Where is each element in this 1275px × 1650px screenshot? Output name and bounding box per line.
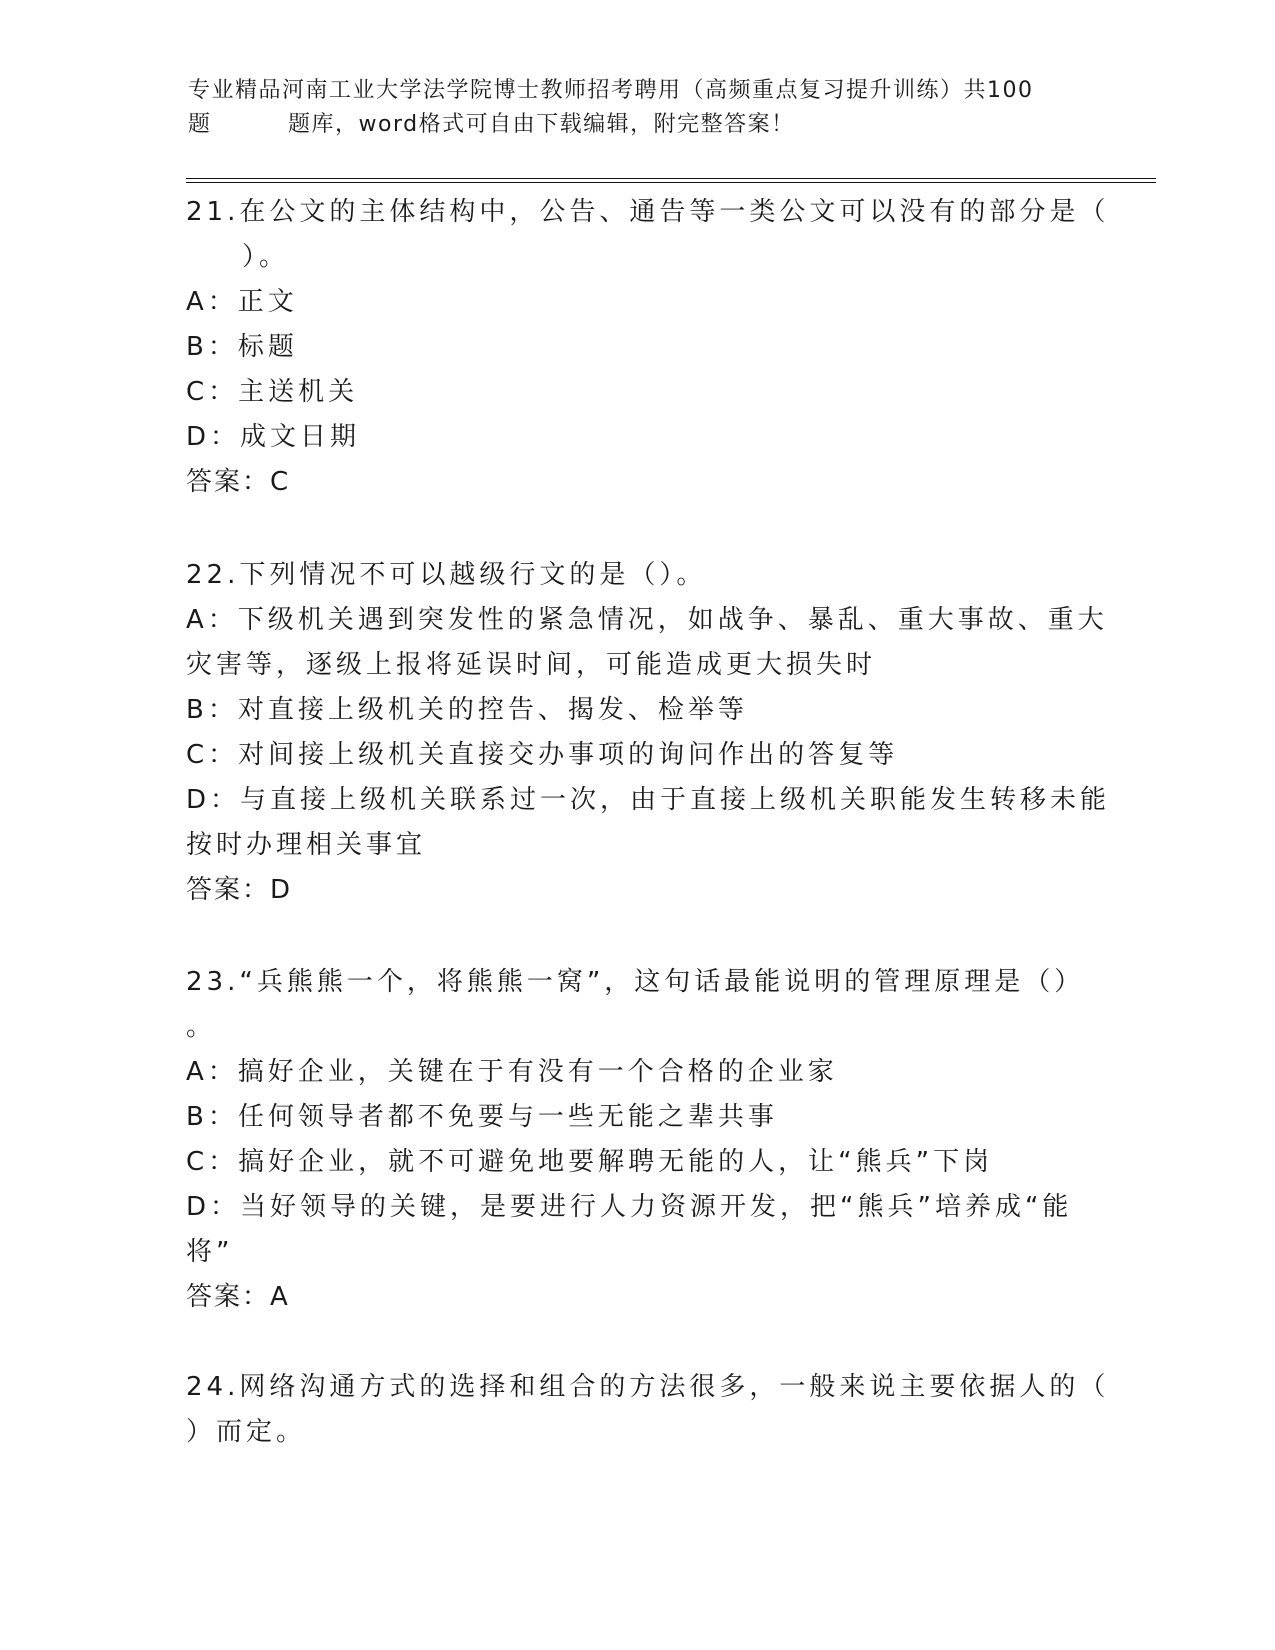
option-a: A：搞好企业，关键在于有没有一个合格的企业家 [186, 1057, 838, 1087]
question-stem: 21.在公文的主体结构中，公告、通告等一类公文可以没有的部分是（ [186, 197, 1110, 227]
option-d-continuation: 按时办理相关事宜 [186, 830, 427, 860]
option-b: B：标题 [186, 332, 298, 362]
option-c: C：主送机关 [186, 377, 359, 407]
option-a: A：下级机关遇到突发性的紧急情况，如战争、暴乱、重大事故、重大 [186, 605, 1108, 635]
answer-line: 答案：C [186, 467, 291, 497]
header-title-line1: 专业精品河南工业大学法学院博士教师招考聘用（高频重点复习提升训练）共100 [188, 78, 1034, 103]
question-stem: 23.“兵熊熊一个，将熊熊一窝”，这句话最能说明的管理原理是（） [186, 967, 1085, 997]
header-line2-rest: 题库，word格式可自由下载编辑，附完整答案！ [288, 112, 795, 137]
header-divider-bottom [186, 182, 1156, 183]
header-line2-lead: 题 [188, 112, 212, 137]
question-22 [186, 553, 1111, 913]
option-d: D：与直接上级机关联系过一次，由于直接上级机关职能发生转移未能 [186, 785, 1111, 815]
question-stem-continuation: ）。 [242, 242, 290, 272]
question-stem: 22.下列情况不可以越级行文的是（）。 [186, 560, 707, 590]
option-d: D：成文日期 [186, 422, 361, 452]
answer-line: 答案：A [186, 1282, 290, 1312]
header-divider-top [186, 178, 1156, 179]
question-24 [186, 1365, 1110, 1455]
answer-line: 答案：D [186, 875, 293, 905]
question-stem-continuation: ）而定。 [186, 1417, 307, 1447]
question-stem: 24.网络沟通方式的选择和组合的方法很多，一般来说主要依据人的（ [186, 1372, 1110, 1402]
question-21 [186, 190, 1110, 505]
option-d-continuation: 将” [186, 1237, 234, 1267]
option-c: C：搞好企业，就不可避免地要解聘无能的人，让“熊兵”下岗 [186, 1147, 994, 1177]
option-a: A：正文 [186, 287, 298, 317]
header-title-line2 [188, 108, 1088, 142]
document-header [188, 74, 1088, 142]
question-stem-continuation: 。 [186, 1012, 217, 1042]
question-23 [186, 960, 1086, 1320]
option-a-continuation: 灾害等，逐级上报将延误时间，可能造成更大损失时 [186, 650, 877, 680]
option-b: B：任何领导者都不免要与一些无能之辈共事 [186, 1102, 778, 1132]
option-d: D：当好领导的关键，是要进行人力资源开发，把“熊兵”培养成“能 [186, 1192, 1073, 1222]
option-b: B：对直接上级机关的控告、揭发、检举等 [186, 695, 748, 725]
option-c: C：对间接上级机关直接交办事项的询问作出的答复等 [186, 740, 899, 770]
